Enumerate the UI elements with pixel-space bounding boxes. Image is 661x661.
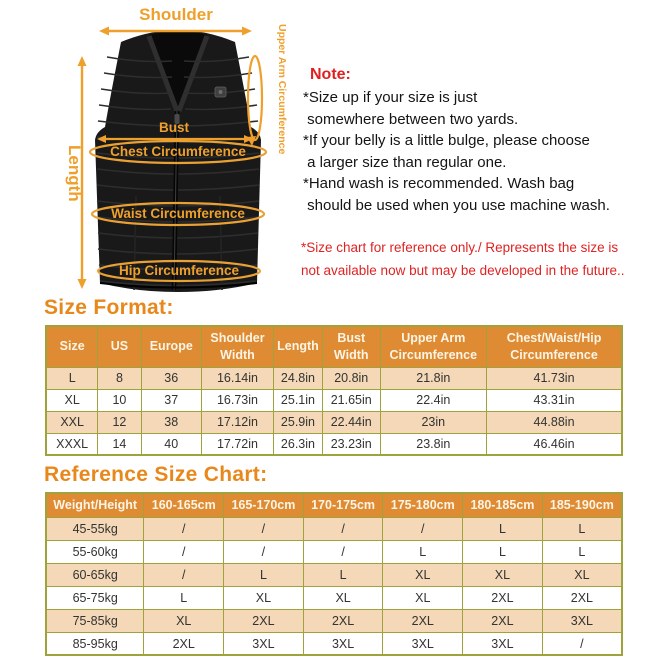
table-cell: L (542, 540, 622, 563)
table-cell: L (144, 586, 224, 609)
table-cell: 41.73in (487, 367, 622, 389)
table-cell: L (303, 563, 383, 586)
table-row (46, 389, 622, 411)
table-cell: 20.8in (322, 367, 380, 389)
table-cell: / (144, 540, 224, 563)
table-row (46, 563, 622, 586)
table-cell: 2XL (463, 609, 543, 632)
upper-arm-label: Upper Arm Circumference (276, 24, 288, 155)
table-row (46, 609, 622, 632)
table-cell: XL (46, 389, 98, 411)
table-cell: 3XL (542, 609, 622, 632)
vest-diagram-svg (0, 0, 310, 300)
column-header: 165-170cm (224, 493, 304, 517)
column-header: Weight/Height (46, 493, 144, 517)
table-cell: 10 (98, 389, 141, 411)
arrowhead (99, 27, 109, 36)
table-cell: 22.4in (380, 389, 487, 411)
table-cell: 65-75kg (46, 586, 144, 609)
column-header: US (98, 326, 141, 367)
table-cell: / (144, 563, 224, 586)
table-cell: L (463, 540, 543, 563)
table-cell: 2XL (542, 586, 622, 609)
table-cell: L (224, 563, 304, 586)
note-line: somewhere between two yards. (303, 110, 519, 128)
table-header-row (46, 493, 622, 517)
table-cell: 12 (98, 411, 141, 433)
column-header: Length (273, 326, 322, 367)
table-cell: / (224, 517, 304, 540)
table-cell: 23in (380, 411, 487, 433)
table-cell: / (144, 517, 224, 540)
upper-arm-ellipse (248, 56, 262, 140)
note-line: *Size up if your size is just (303, 89, 478, 106)
table-cell: / (303, 517, 383, 540)
table-cell: 43.31in (487, 389, 622, 411)
table-cell: XL (383, 563, 463, 586)
table-cell: 2XL (463, 586, 543, 609)
disclaimer (301, 237, 659, 282)
column-header: Bust Width (322, 326, 380, 367)
table-cell: L (542, 517, 622, 540)
table-cell: XL (383, 586, 463, 609)
reference-size-chart-table (45, 492, 623, 656)
table-cell: 25.9in (273, 411, 322, 433)
table-cell: 26.3in (273, 433, 322, 455)
table-cell: 3XL (383, 632, 463, 655)
note-line: should be used when you use machine wash. (303, 196, 610, 214)
note-line: a larger size than regular one. (303, 153, 507, 171)
hip-label: Hip Circumference (118, 263, 240, 278)
chest-label: Chest Circumference (110, 144, 246, 159)
disclaimer-line: not available now but may be developed in the future.. (301, 262, 625, 278)
size-format-table (45, 325, 623, 456)
table-cell: XXL (46, 411, 98, 433)
table-cell: XXXL (46, 433, 98, 455)
table-cell: 38 (141, 411, 201, 433)
column-header: 170-175cm (303, 493, 383, 517)
table-row (46, 367, 622, 389)
arrowhead (78, 279, 87, 289)
table-cell: 25.1in (273, 389, 322, 411)
column-header: 160-165cm (144, 493, 224, 517)
table-cell: 24.8in (273, 367, 322, 389)
table-cell: 14 (98, 433, 141, 455)
table-cell: 2XL (224, 609, 304, 632)
shoulder-label: Shoulder (139, 5, 213, 24)
table-cell: 2XL (303, 609, 383, 632)
table-row (46, 632, 622, 655)
bust-label: Bust (159, 120, 189, 135)
table-cell: 3XL (224, 632, 304, 655)
table-cell: 8 (98, 367, 141, 389)
column-header: 180-185cm (463, 493, 543, 517)
column-header: 185-190cm (542, 493, 622, 517)
table-cell: 17.72in (201, 433, 273, 455)
reference-chart-heading: Reference Size Chart: (44, 463, 268, 486)
table-cell: XL (542, 563, 622, 586)
table-cell: 45-55kg (46, 517, 144, 540)
table-cell: / (383, 517, 463, 540)
table-cell: XL (463, 563, 543, 586)
table-row (46, 433, 622, 455)
arrowhead (78, 56, 87, 66)
vest-measurement-diagram (0, 0, 310, 300)
table-cell: 21.65in (322, 389, 380, 411)
table-cell: 17.12in (201, 411, 273, 433)
table-cell: 2XL (144, 632, 224, 655)
table-cell: 55-60kg (46, 540, 144, 563)
arrowhead (242, 27, 252, 36)
table-cell: 37 (141, 389, 201, 411)
table-cell: 46.46in (487, 433, 622, 455)
waist-label: Waist Circumference (111, 206, 245, 221)
note-block (303, 66, 657, 216)
table-cell: / (224, 540, 304, 563)
table-cell: L (383, 540, 463, 563)
table-cell: 23.23in (322, 433, 380, 455)
table-cell: L (46, 367, 98, 389)
size-format-heading: Size Format: (44, 296, 174, 319)
table-cell: / (542, 632, 622, 655)
disclaimer-line: *Size chart for reference only./ Represents the size is (301, 240, 619, 255)
column-header: 175-180cm (383, 493, 463, 517)
length-label: Length (65, 145, 84, 202)
table-row (46, 517, 622, 540)
table-cell: L (463, 517, 543, 540)
table-cell: XL (224, 586, 304, 609)
table-cell: 40 (141, 433, 201, 455)
table-cell: 2XL (383, 609, 463, 632)
column-header: Shoulder Width (201, 326, 273, 367)
column-header: Chest/Waist/Hip Circumference (487, 326, 622, 367)
table-cell: / (303, 540, 383, 563)
note-title: Note: (310, 66, 351, 83)
column-header: Upper Arm Circumference (380, 326, 487, 367)
table-cell: 36 (141, 367, 201, 389)
column-header: Size (46, 326, 98, 367)
table-cell: 21.8in (380, 367, 487, 389)
table-cell: 22.44in (322, 411, 380, 433)
note-line: *Hand wash is recommended. Wash bag (303, 175, 575, 192)
heat-control-light (219, 90, 223, 94)
table-cell: 44.88in (487, 411, 622, 433)
table-row (46, 540, 622, 563)
table-cell: 60-65kg (46, 563, 144, 586)
table-header-row (46, 326, 622, 367)
column-header: Europe (141, 326, 201, 367)
table-cell: XL (144, 609, 224, 632)
table-row (46, 411, 622, 433)
table-row (46, 586, 622, 609)
table-cell: 23.8in (380, 433, 487, 455)
table-cell: 85-95kg (46, 632, 144, 655)
table-cell: 3XL (463, 632, 543, 655)
table-cell: XL (303, 586, 383, 609)
note-line: *If your belly is a little bulge, please choose (303, 132, 590, 149)
table-cell: 75-85kg (46, 609, 144, 632)
table-cell: 16.14in (201, 367, 273, 389)
table-cell: 3XL (303, 632, 383, 655)
table-cell: 16.73in (201, 389, 273, 411)
